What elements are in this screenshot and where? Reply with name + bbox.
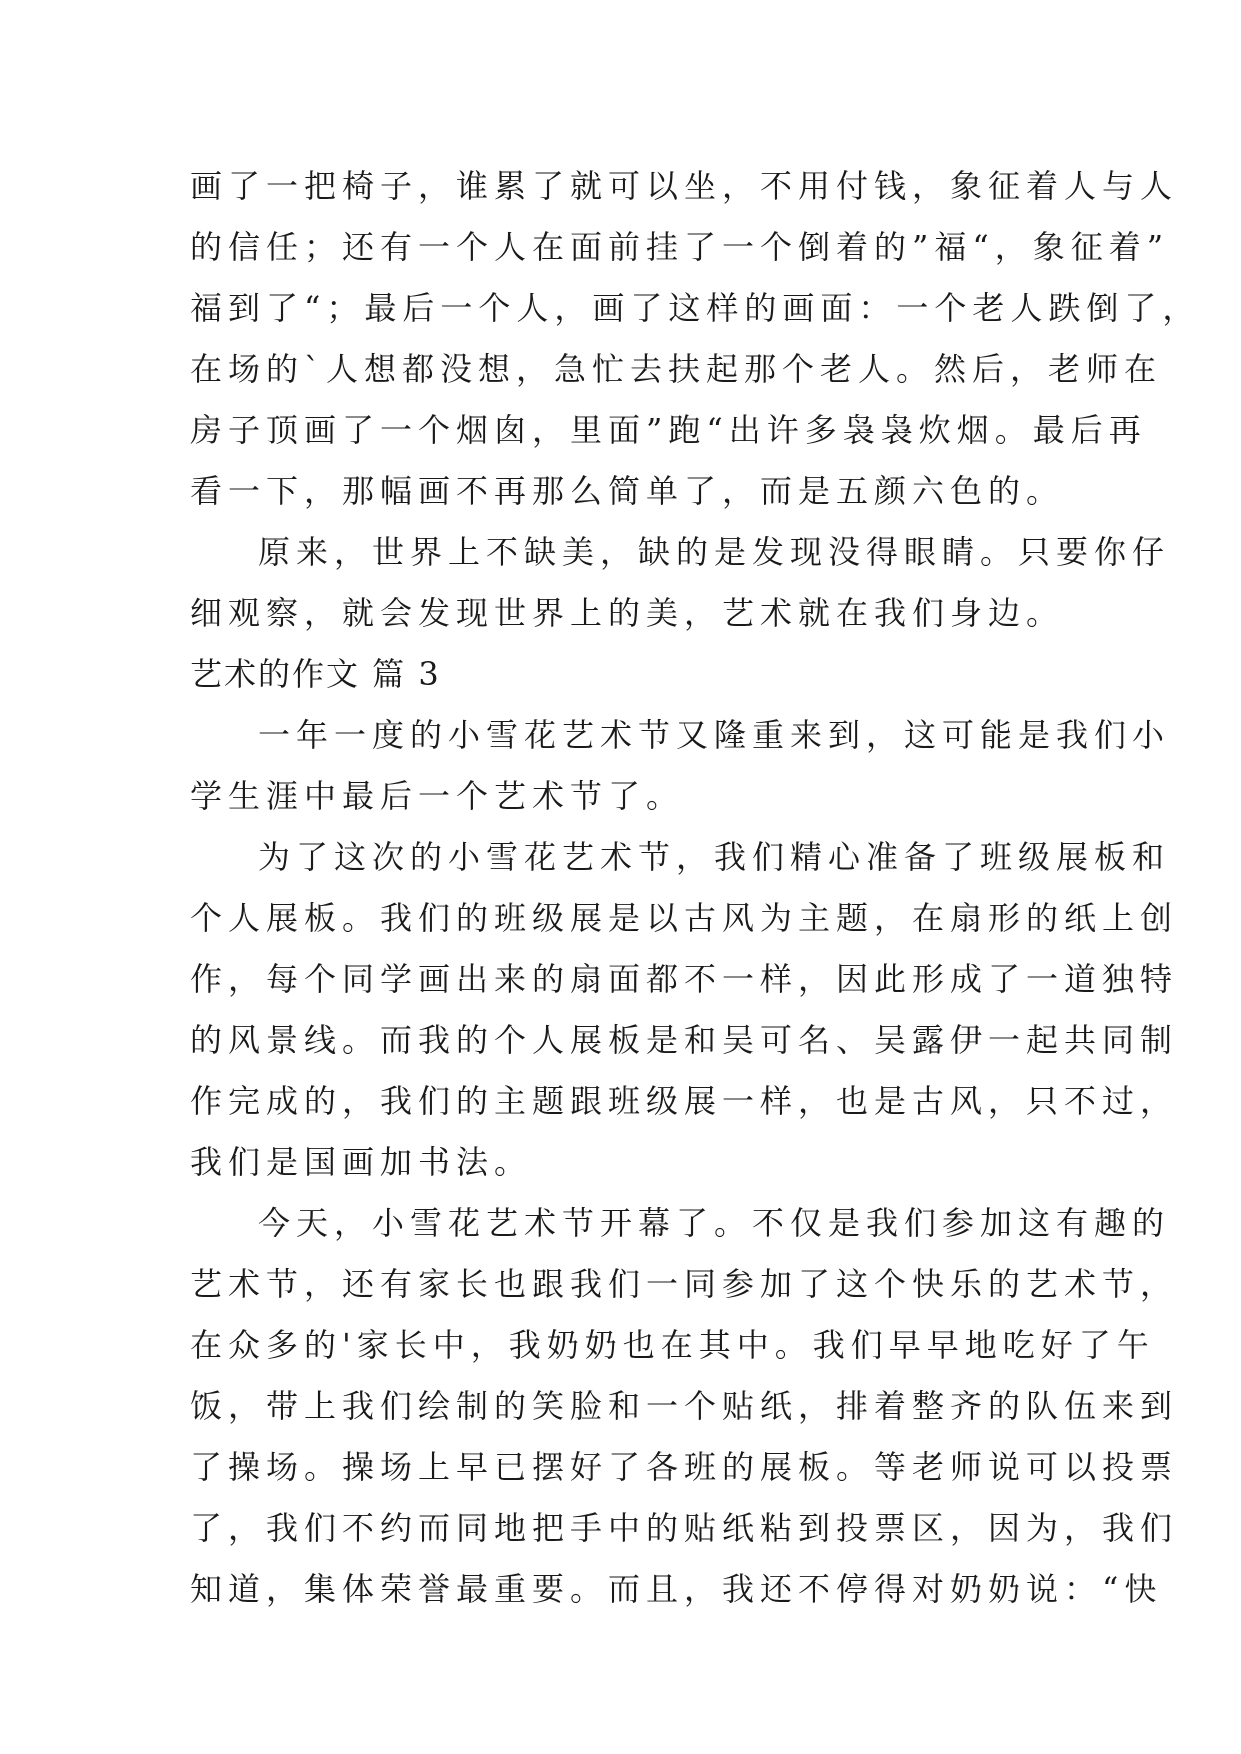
paragraph-start-line: 为了这次的小雪花艺术节，我们精心准备了班级展板和 bbox=[258, 838, 1171, 876]
section-heading: 艺术的作文 篇 3 bbox=[190, 655, 441, 693]
text-line: 在场的`人想都没想，急忙去扶起那个老人。然后，老师在 bbox=[190, 350, 1163, 388]
text-line: 的信任；还有一个人在面前挂了一个倒着的”福“，象征着” bbox=[190, 228, 1170, 266]
text-line: 学生涯中最后一个艺术节了。 bbox=[190, 777, 685, 815]
paragraph-start-line: 今天，小雪花艺术节开幕了。不仅是我们参加这有趣的 bbox=[258, 1204, 1171, 1242]
text-line: 我们是国画加书法。 bbox=[190, 1143, 533, 1181]
text-line: 房子顶画了一个烟囱，里面”跑“出许多袅袅炊烟。最后再 bbox=[190, 411, 1147, 449]
text-line: 知道，集体荣誉最重要。而且，我还不停得对奶奶说：“快 bbox=[190, 1570, 1163, 1608]
text-line: 作完成的，我们的主题跟班级展一样，也是古风，只不过， bbox=[190, 1082, 1179, 1120]
text-line: 的风景线。而我的个人展板是和吴可名、吴露伊一起共同制 bbox=[190, 1021, 1179, 1059]
text-line: 画了一把椅子，谁累了就可以坐，不用付钱，象征着人与人 bbox=[190, 167, 1179, 205]
text-line: 在众多的'家长中，我奶奶也在其中。我们早早地吃好了午 bbox=[190, 1326, 1155, 1364]
text-line: 了操场。操场上早已摆好了各班的展板。等老师说可以投票 bbox=[190, 1448, 1179, 1486]
text-line: 艺术节，还有家长也跟我们一同参加了这个快乐的艺术节， bbox=[190, 1265, 1179, 1303]
text-line: 了，我们不约而同地把手中的贴纸粘到投票区，因为，我们 bbox=[190, 1509, 1179, 1547]
text-line: 个人展板。我们的班级展是以古风为主题，在扇形的纸上创 bbox=[190, 899, 1179, 937]
text-line: 细观察，就会发现世界上的美，艺术就在我们身边。 bbox=[190, 594, 1065, 632]
text-line: 看一下，那幅画不再那么简单了，而是五颜六色的。 bbox=[190, 472, 1065, 510]
text-line: 饭，带上我们绘制的笑脸和一个贴纸，排着整齐的队伍来到 bbox=[190, 1387, 1179, 1425]
text-line: 作，每个同学画出来的扇面都不一样，因此形成了一道独特 bbox=[190, 960, 1179, 998]
paragraph-start-line: 原来，世界上不缺美，缺的是发现没得眼睛。只要你仔 bbox=[258, 533, 1171, 571]
document-body bbox=[190, 156, 1201, 1620]
paragraph-start-line: 一年一度的小雪花艺术节又隆重来到，这可能是我们小 bbox=[258, 716, 1171, 754]
text-line: 福到了“；最后一个人，画了这样的画面：一个老人跌倒了， bbox=[190, 289, 1201, 327]
